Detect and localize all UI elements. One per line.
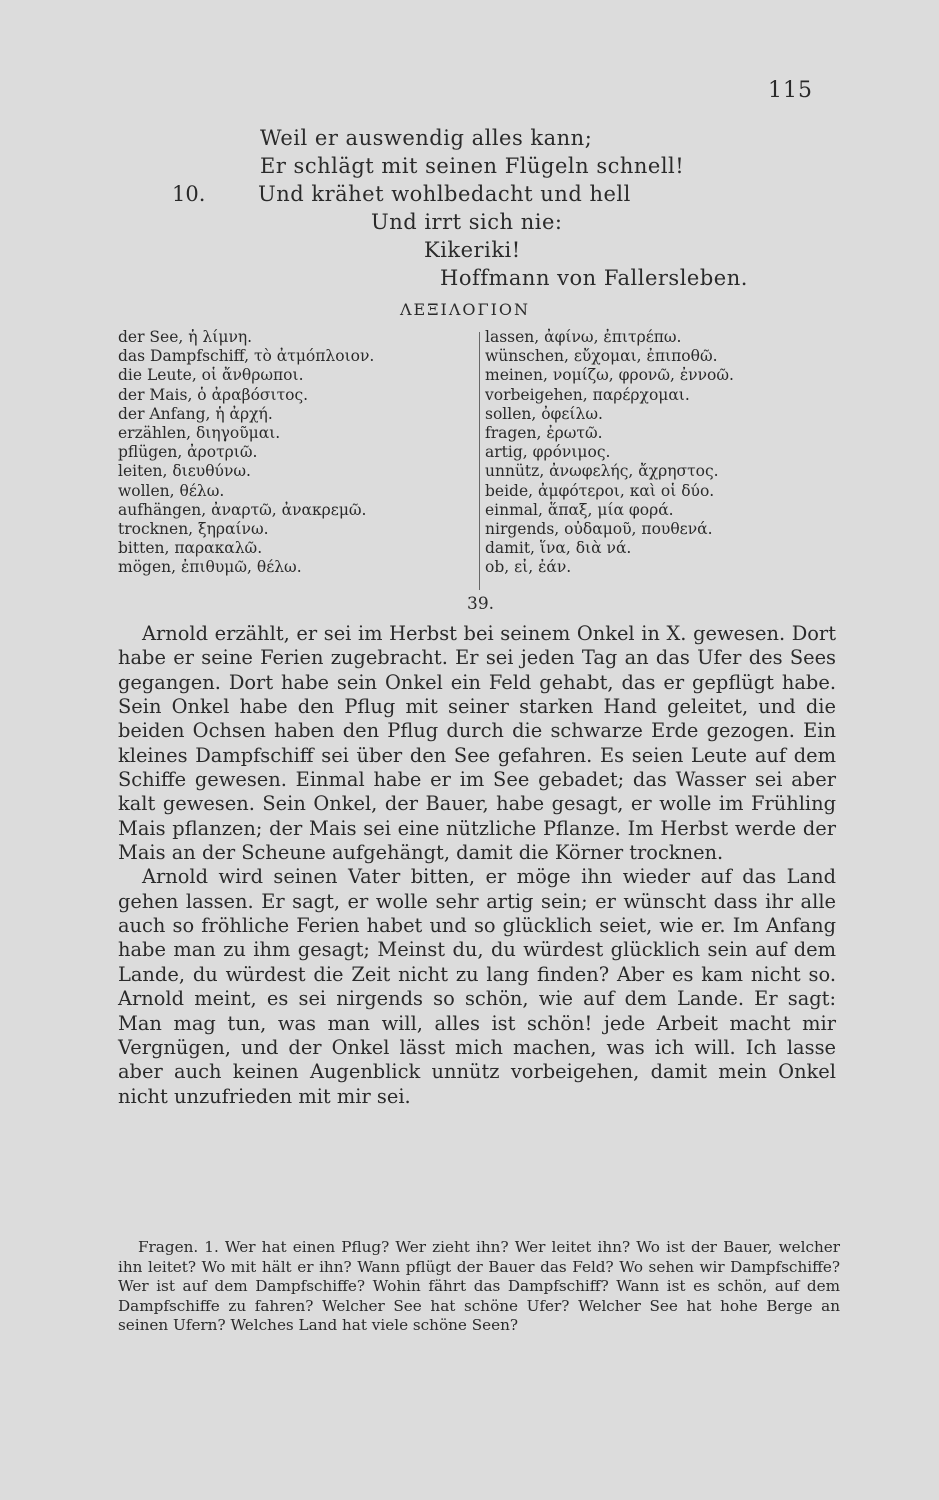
vocab-entry: mögen, ἐπιθυμῶ, θέλω.	[118, 558, 302, 577]
vocab-entry: einmal, ἅπαξ, μία φορά.	[485, 500, 674, 519]
poem-line: Und irrt sich nie:	[371, 210, 563, 234]
column-divider	[479, 332, 480, 590]
vocab-entry: damit, ἵνα, διὰ νά.	[485, 539, 632, 558]
poem-author: Hoffmann von Fallersleben.	[440, 266, 748, 290]
poem-line: Kikeriki!	[424, 238, 521, 262]
vocab-entry: aufhängen, ἀναρτῶ, ἀνακρεμῶ.	[118, 500, 367, 519]
vocab-entry: sollen, ὀφείλω.	[485, 404, 603, 423]
vocab-entry: das Dampfschiff, τὸ ἀτμόπλοιον.	[118, 347, 375, 366]
vocab-entry: der Anfang, ἡ ἀρχή.	[118, 404, 273, 423]
vocab-entry: der See, ἡ λίμνη.	[118, 328, 253, 346]
poem-line: Weil er auswendig alles kann;	[260, 126, 593, 150]
vocab-entry: ob, εἰ, ἐάν.	[485, 558, 572, 577]
vocab-entry: vorbeigehen, παρέρχομαι.	[485, 385, 690, 404]
vocab-entry: leiten, διευθύνω.	[118, 462, 251, 481]
questions-section	[118, 1238, 840, 1336]
vocab-entry: bitten, παρακαλῶ.	[118, 539, 263, 558]
paragraph: Arnold wird seinen Vater bitten, er möge ihn wieder auf das Land gehen lassen. Er sagt, er wolle sehr artig sein; er wünscht dass ihr alle auch so fröhliche Ferien habet und so glücklich seiet, wie er. Im Anfang habe man zu ihm gesagt; Meinst du, du würdest glücklich sein auf dem Lande, du würdest die Zeit nicht zu lang finden? Aber es kam nicht so. Arnold meint, es sei nirgends so schön, wie auf dem Lande. Er sagt: Man mag tun, was man will, alles ist schön! jede Arbeit macht mir Vergnügen, und der Onkel lässt mich machen, was ich will. Ich lasse aber auch keinen Augenblick unnütz vorbeigehen, damit mein Onkel nicht unzufrieden mit mir sei.	[118, 865, 836, 1108]
paragraph: Arnold erzählt, er sei im Herbst bei seinem Onkel in X. gewesen. Dort habe er seine Ferien zugebracht. Er sei jeden Tag an das Ufer des Sees gegangen. Dort habe sein Onkel ein Feld gehabt, das er gepflügt habe. Sein Onkel habe den Pflug mit seiner starken Hand geleitet, und die beiden Ochsen haben den Pflug durch die schwarze Erde gezogen. Ein kleines Dampfschiff sei über den See gefahren. Es seien Leute auf dem Schiffe gewesen. Einmal habe er im See gebadet; das Wasser sei aber kalt gewesen. Sein Onkel, der Bauer, habe gesagt, er wolle im Frühling Mais pflanzen; der Mais sei eine nützliche Pflanze. Im Herbst werde der Mais an der Scheune aufgehängt, damit die Körner trocknen.	[118, 622, 836, 865]
vocab-entry: artig, φρόνιμος.	[485, 443, 611, 462]
vocab-entry: wollen, θέλω.	[118, 481, 225, 500]
poem-line: Er schlägt mit seinen Flügeln schnell!	[260, 154, 685, 178]
vocab-entry: meinen, νομίζω, φρονῶ, ἐννοῶ.	[485, 366, 734, 385]
page-number: 115	[768, 78, 813, 103]
vocab-entry: pflügen, ἀροτριῶ.	[118, 443, 258, 462]
vocab-entry: wünschen, εὔχομαι, ἐπιποθῶ.	[485, 347, 718, 366]
vocab-entry: die Leute, οἱ ἄνθρωποι.	[118, 366, 304, 385]
vocab-entry: erzählen, διηγοῦμαι.	[118, 423, 281, 442]
lesson-number: 39.	[467, 594, 495, 614]
poem-line-number: 10.	[172, 182, 206, 206]
questions-text: Fragen. 1. Wer hat einen Pflug? Wer zieht ihn? Wer leitet ihn? Wo ist der Bauer, welcher ihn leitet? Wo mit hält er ihn? Wann pflügt der Bauer das Feld? Wo sehen wir Dampfschiffe? Wer ist auf dem Dampfschiffe? Wohin fährt das Dampfschiff? Wann ist es schön, auf dem Dampfschiffe zu fahren? Welcher See hat schöne Ufer? Welcher See hat hohe Berge an seinen Ufern? Welches Land hat viele schöne Seen?	[118, 1238, 840, 1334]
vocab-entry: unnütz, ἀνωφελής, ἄχρηστος.	[485, 462, 719, 481]
vocabulary-left-column	[118, 328, 448, 577]
vocabulary-right-column	[485, 328, 815, 577]
vocabulary-title: ΛΕΞΙΛΟΓΙΟΝ	[400, 300, 531, 319]
vocab-entry: nirgends, οὐδαμοῦ, πουθενά.	[485, 519, 713, 538]
vocab-entry: trocknen, ξηραίνω.	[118, 519, 269, 538]
vocab-entry: fragen, ἐρωτῶ.	[485, 423, 603, 442]
lesson-text	[118, 622, 836, 1109]
vocab-entry: der Mais, ὁ ἀραβόσιτος.	[118, 385, 309, 404]
vocab-entry: lassen, ἀφίνω, ἐπιτρέπω.	[485, 328, 682, 346]
vocab-entry: beide, ἀμφότεροι, καὶ οἱ δύο.	[485, 481, 715, 500]
poem-line: Und krähet wohlbedacht und hell	[258, 182, 631, 206]
